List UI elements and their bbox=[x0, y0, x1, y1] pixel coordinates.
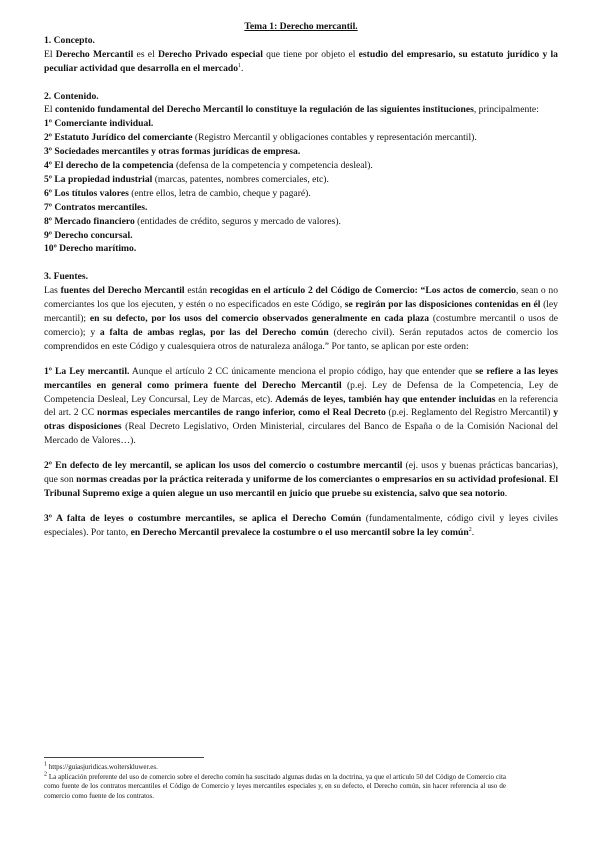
text-run: (ley mercantil); bbox=[44, 299, 558, 324]
list-item bbox=[44, 131, 558, 145]
text-run: . bbox=[504, 487, 508, 499]
text-run: . bbox=[241, 62, 244, 74]
text-run: (p.ej. Ley de Defensa de la Competencia, Ley de Competencia Desleal, Ley Concursal, Ley de Marcas, etc). bbox=[44, 379, 558, 405]
section-heading-contenido: 2. Contenido. bbox=[44, 90, 99, 102]
list-item bbox=[44, 229, 558, 243]
bold-run: Derecho Privado especial bbox=[158, 48, 263, 60]
fuentes-paragraph bbox=[44, 284, 558, 354]
list-item bbox=[44, 173, 558, 187]
bold-run: Además de leyes, también hay que entender incluidas bbox=[275, 393, 496, 405]
bold-run: 2º Estatuto Jurídico del comerciante bbox=[44, 132, 193, 144]
list-item bbox=[44, 215, 558, 229]
list-item bbox=[44, 187, 558, 201]
text-run: (Real Decreto Legislativo, Orden Ministerial, circulares del Banco de España o de la Comisión Nacional del Mercado de Valores…). bbox=[44, 421, 558, 447]
list-item bbox=[44, 117, 558, 131]
bold-run: y otras disposiciones bbox=[44, 407, 558, 433]
bold-run: estudio del empresario, su estatuto jurídico y la peculiar actividad que desarrolla en el mercado bbox=[44, 48, 558, 74]
bold-run: en su defecto, por los usos del comercio observados generalmente en cada plaza bbox=[89, 313, 430, 324]
text-run: , principalmente: bbox=[473, 104, 539, 116]
text-run: que tiene por objeto el bbox=[262, 48, 359, 60]
text-run: Aunque el artículo 2 CC únicamente menciona el propio código, hay que entender que bbox=[129, 365, 476, 377]
bold-run: a falta de ambas reglas, por las del Derecho común bbox=[99, 326, 329, 338]
text-run: . bbox=[544, 474, 549, 486]
footnote-divider bbox=[44, 757, 204, 758]
institutions-list bbox=[44, 117, 558, 256]
section-heading-fuentes: 3. Fuentes. bbox=[44, 271, 88, 283]
text-run: (p.ej. Reglamento del Registro Mercantil) bbox=[385, 407, 554, 419]
bold-run: 9º Derecho concursal. bbox=[44, 229, 133, 241]
bold-run: se refiere a las leyes mercantiles en general como primera fuente del Derecho Mercantil bbox=[44, 365, 558, 391]
bold-run: 3º A falta de leyes o costumbre mercantiles, se aplica el Derecho Común bbox=[44, 512, 362, 524]
text-run: Las bbox=[44, 285, 61, 297]
text-run: (entre ellos, letra de cambio, cheque y pagaré). bbox=[128, 187, 311, 199]
text-run: en la referencia del art. 2 CC bbox=[44, 393, 559, 419]
bold-run: Derecho Mercantil bbox=[55, 48, 134, 60]
list-item bbox=[44, 201, 558, 215]
footnote-ref: 1 bbox=[238, 62, 241, 69]
bold-run: 3º Sociedades mercantiles y otras formas jurídicas de empresa. bbox=[44, 146, 301, 158]
bold-run: se regirán por las disposiciones contenidas en él bbox=[344, 299, 541, 311]
text-run: (defensa de la competencia y competencia desleal). bbox=[173, 160, 373, 172]
bold-run: 1º La Ley mercantil. bbox=[44, 365, 130, 377]
bold-run: 5º La propiedad industrial bbox=[44, 173, 153, 185]
bold-run: contenido fundamental del Derecho Mercantil lo constituye la regulación de las siguientes instituciones bbox=[54, 104, 474, 116]
ley-mercantil-paragraph bbox=[44, 365, 558, 448]
bold-run: recogidas en el artículo 2 del Código de Comercio: “Los actos de comercio bbox=[209, 285, 516, 297]
bold-run: en Derecho Mercantil prevalece la costumbre o el uso mercantil sobre la ley común bbox=[130, 526, 469, 538]
footnotes bbox=[44, 757, 506, 801]
list-item bbox=[44, 159, 558, 173]
concepto-paragraph bbox=[44, 48, 558, 76]
usos-comercio-paragraph bbox=[44, 459, 558, 501]
bold-run: 8º Mercado financiero bbox=[44, 215, 135, 227]
bold-run: 7º Contratos mercantiles. bbox=[44, 201, 148, 213]
text-run: El bbox=[44, 104, 55, 116]
bold-run: 4º El derecho de la competencia bbox=[44, 160, 174, 172]
derecho-comun-paragraph bbox=[44, 512, 558, 540]
text-run: (Registro Mercantil y obligaciones contables y representación mercantil). bbox=[192, 132, 477, 144]
text-run: (ej. usos y buenas prácticas bancarias), que son bbox=[44, 460, 558, 486]
document-page bbox=[44, 20, 558, 540]
text-run: están bbox=[184, 285, 210, 297]
bold-run: normas especiales mercantiles de rango inferior, como el Real Decreto bbox=[96, 407, 386, 419]
text-run: (entidades de crédito, seguros y mercado de valores). bbox=[134, 215, 341, 227]
bold-run: 1º Comerciante individual. bbox=[44, 118, 154, 130]
bold-run: 2º En defecto de ley mercantil, se aplican los usos del comercio o costumbre mercantil bbox=[44, 460, 403, 472]
bold-run: El Tribunal Supremo exige a quien alegue un uso mercantil en juicio que pruebe su existencia, salvo que sea notorio bbox=[44, 474, 558, 499]
list-item bbox=[44, 242, 558, 256]
bold-run: fuentes del Derecho Mercantil bbox=[60, 285, 185, 297]
text-run: (fundamentalmente, código civil y leyes civiles especiales). Por tanto, bbox=[44, 512, 558, 538]
text-run: (marcas, patentes, nombres comerciales, etc). bbox=[152, 173, 329, 185]
document-title: Tema 1: Derecho mercantil. bbox=[244, 21, 358, 32]
text-run: (costumbre mercantil o usos de comercio); y bbox=[44, 313, 558, 338]
text-run: (derecho civil). Serán reputados actos de comercio los comprendidos en este Código y cualesquiera otros de naturaleza análoga.” Por tanto, se aplican por este orden: bbox=[44, 326, 558, 352]
section-heading-concepto: 1. Concepto. bbox=[44, 34, 95, 46]
contenido-intro bbox=[44, 103, 558, 117]
text-run: El bbox=[44, 48, 56, 60]
text-run: . bbox=[471, 526, 475, 538]
footnote-2: $^2$ La aplicación preferente del uso de comercio sobre el derecho común ha suscitado algunas dudas en la doctrina, ya que el artículo 50 del Código de Comercio cita como fuente de los contratos mercantiles el Código de Comercio y leyes mercantiles especiales y, en su defecto, el Derecho común, sin hacer referencia al uso de comercio como fuente de los contratos. bbox=[44, 771, 506, 800]
bold-run: 10º Derecho marítimo. bbox=[44, 243, 137, 255]
footnote-1: $^1$ https://guiasjuridicas.wolterskluwer.es. bbox=[44, 761, 158, 771]
list-item bbox=[44, 145, 558, 159]
text-run: es el bbox=[133, 48, 158, 60]
bold-run: 6º Los títulos valores bbox=[44, 187, 129, 199]
footnote-ref: 2 bbox=[468, 526, 472, 533]
text-run: , sean o no comerciantes los que los ejecuten, y estén o no especificados en este Código, bbox=[44, 285, 559, 311]
bold-run: normas creadas por la práctica reiterada y uniforme de los comerciantes o empresarios en su actividad profesional bbox=[76, 474, 545, 486]
